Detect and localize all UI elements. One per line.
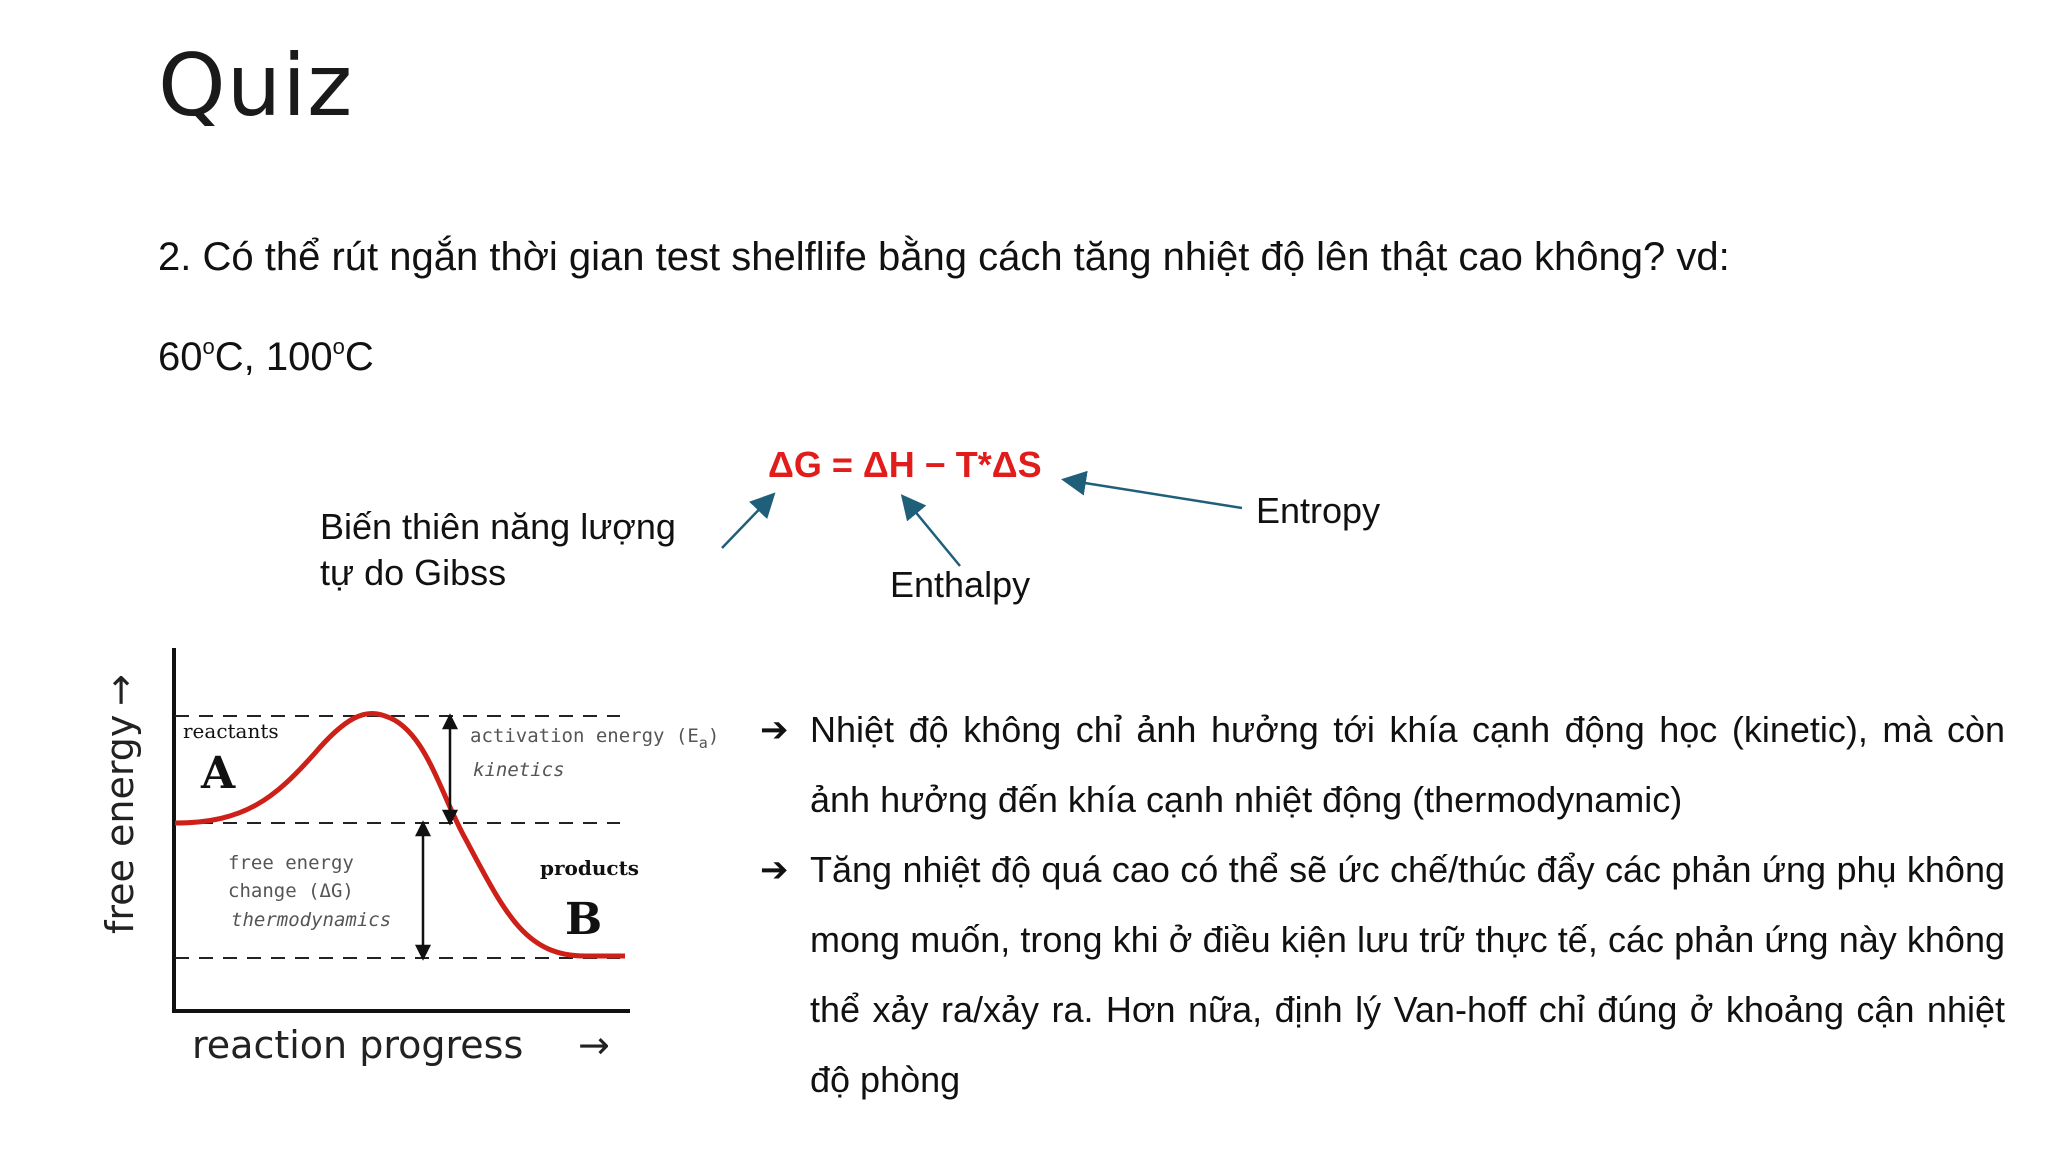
- bullet-list: [760, 695, 2005, 1115]
- degree-superscript: o: [202, 334, 215, 359]
- enthalpy-arrow: [904, 498, 960, 566]
- gibbs-formula: ΔG = ΔH − T*ΔS: [768, 444, 1042, 485]
- gibbs-label-line-1: Biến thiên năng lượng: [320, 506, 676, 547]
- y-axis-arrow: →: [98, 674, 142, 706]
- bullet-item: [760, 695, 2005, 835]
- arrow-bullet-icon: ➔: [760, 851, 789, 889]
- thermodynamics-label: thermodynamics: [231, 909, 392, 931]
- question-line-1: 2. Có thể rút ngắn thời gian test shelflife bằng cách tăng nhiệt độ lên thật cao không? vd:: [158, 235, 1730, 279]
- question-temp-part1: 60: [158, 335, 203, 379]
- activation-subscript: a: [698, 734, 708, 752]
- reactants-label: reactants: [183, 719, 279, 743]
- slide-title: Quiz: [158, 36, 354, 136]
- gibbs-arrow: [722, 496, 772, 548]
- arrow-bullet-icon: ➔: [760, 711, 789, 749]
- products-label: products: [540, 856, 640, 880]
- entropy-arrow: [1066, 480, 1242, 508]
- free-energy-change-label-line-1: free energy: [228, 852, 354, 874]
- products-letter: B: [565, 894, 603, 945]
- x-axis-arrow: →: [578, 1023, 610, 1067]
- y-axis-label: free energy: [98, 714, 142, 934]
- kinetics-label: kinetics: [473, 759, 565, 781]
- activation-energy-arrow: [444, 716, 456, 823]
- x-axis-label: reaction progress: [192, 1023, 524, 1067]
- bullet-text: Nhiệt độ không chỉ ảnh hưởng tới khía cạnh động học (kinetic), mà còn ảnh hưởng đến khía cạnh nhiệt động (thermodynamic): [810, 709, 2005, 820]
- bullet-item: [760, 835, 2005, 1115]
- degree-superscript: o: [332, 334, 345, 359]
- enthalpy-label: Enthalpy: [890, 564, 1031, 605]
- free-energy-change-label-line-2: change (ΔG): [228, 880, 354, 902]
- reactants-letter: A: [201, 748, 236, 799]
- free-energy-change-arrow: [417, 823, 429, 958]
- bullet-text: Tăng nhiệt độ quá cao có thể sẽ ức chế/thúc đẩy các phản ứng phụ không mong muốn, trong khi ở điều kiện lưu trữ thực tế, các phản ứng này không thể xảy ra/xảy ra. Hơn nữa, định lý Van-hoff chỉ đúng ở khoảng cận nhiệt độ phòng: [810, 849, 2005, 1100]
- energy-diagram: [95, 628, 735, 1068]
- entropy-label: Entropy: [1256, 490, 1381, 531]
- question-temp-part2: C, 100: [214, 335, 333, 379]
- question-temp-part3: C: [344, 335, 374, 379]
- activation-energy-label: activation energy $(E_a)$: [470, 725, 720, 752]
- gibbs-label-line-2: tự do Gibss: [320, 552, 507, 593]
